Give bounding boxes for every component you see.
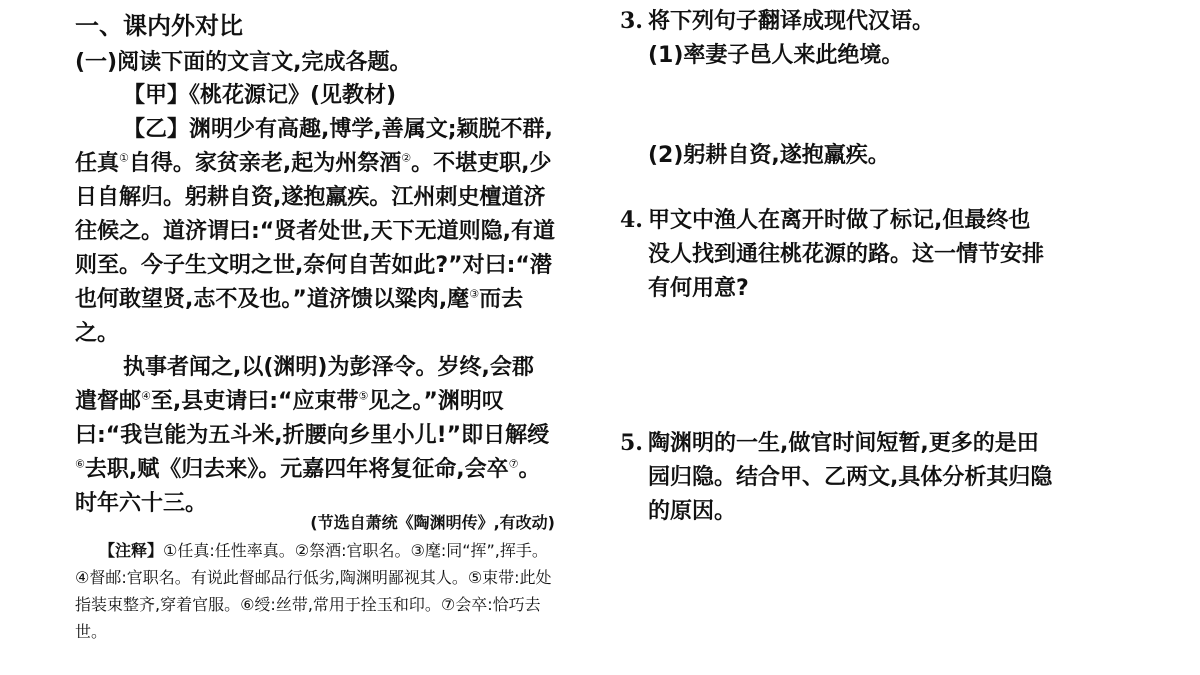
question-4-line: 有何用意? xyxy=(648,276,749,301)
passage-paragraph-1 xyxy=(75,113,555,351)
passage-text: 见之。”渊明叹曰:“我岂能为五斗米,折腰向乡里小儿!”即日解绶 xyxy=(75,389,550,448)
passage-paragraph-2 xyxy=(75,351,555,521)
passage-text: 去职,赋《归去来》。元嘉四年将复征命,会卒 xyxy=(84,457,509,482)
passage-text: 。不堪吏职,少日自解归。躬耕自资,遂抱羸疾。江州刺史檀道济往候之。道济谓曰:“贤者处世,天下无道则隐,有道则至。今子生文明之世,奈何自苦如此?”对曰:“潜也何敢望贤,志不及也。”道济馈以粱肉,麾 xyxy=(75,151,555,312)
section-title: 一、课内外对比 xyxy=(75,12,243,40)
question-3-number: 3. xyxy=(620,8,643,34)
question-5-number: 5. xyxy=(620,430,643,456)
question-4-line: 甲文中渔人在离开时做了标记,但最终也 xyxy=(648,208,1031,233)
passage-text: 【乙】渊明少有高趣,博学,善属文;颖脱不群,任真 xyxy=(75,117,553,176)
annotations xyxy=(75,537,555,645)
passage-text: 。时年六十三。 xyxy=(75,457,541,516)
question-3 xyxy=(620,4,1140,39)
footnote-marker: ⑤ xyxy=(358,389,369,403)
question-3-sub-1: (1)率妻子邑人来此绝境。 xyxy=(648,43,904,68)
annotations-text: ①任真:任性率真。②祭酒:官职名。③麾:同“挥”,挥手。④督邮:官职名。有说此督邮品行低劣,陶渊明鄙视其人。⑤束带:此处指装束整齐,穿着官服。⑥绶:丝带,常用于拴玉和印。⑦会卒:恰巧去世。 xyxy=(75,541,552,641)
jia-reference: 【甲】《桃花源记》(见教材) xyxy=(123,83,397,108)
question-4-number: 4. xyxy=(620,207,643,233)
question-4-line: 没人找到通往桃花源的路。这一情节安排 xyxy=(648,242,1045,267)
footnote-marker: ⑥ xyxy=(75,457,85,471)
question-5-line: 的原因。 xyxy=(648,499,737,524)
question-3-text: 将下列句子翻译成现代汉语。 xyxy=(648,9,935,34)
footnote-marker: ④ xyxy=(141,389,151,403)
source-citation: (节选自萧统《陶渊明传》,有改动) xyxy=(310,513,555,532)
passage-text: 而去之。 xyxy=(75,287,524,346)
question-5 xyxy=(620,426,1140,529)
annotations-label: 【注释】 xyxy=(99,541,164,560)
passage-text: 执事者闻之,以(渊明)为彭泽令。岁终,会郡遣督邮 xyxy=(75,355,534,414)
question-4 xyxy=(620,203,1140,306)
sub-title: (一)阅读下面的文言文,完成各题。 xyxy=(75,50,412,75)
passage-text: 至,县吏请曰:“应束带 xyxy=(150,389,359,414)
passage-text: 自得。家贫亲老,起为州祭酒 xyxy=(128,151,402,176)
question-3-sub-2: (2)躬耕自资,遂抱羸疾。 xyxy=(648,143,890,168)
footnote-marker: ③ xyxy=(469,287,480,301)
footnote-marker: ① xyxy=(119,151,129,165)
footnote-marker: ② xyxy=(401,151,412,165)
question-5-line: 园归隐。结合甲、乙两文,具体分析其归隐 xyxy=(648,465,1053,490)
footnote-marker: ⑦ xyxy=(508,457,519,471)
question-5-line: 陶渊明的一生,做官时间短暂,更多的是田 xyxy=(648,431,1039,456)
